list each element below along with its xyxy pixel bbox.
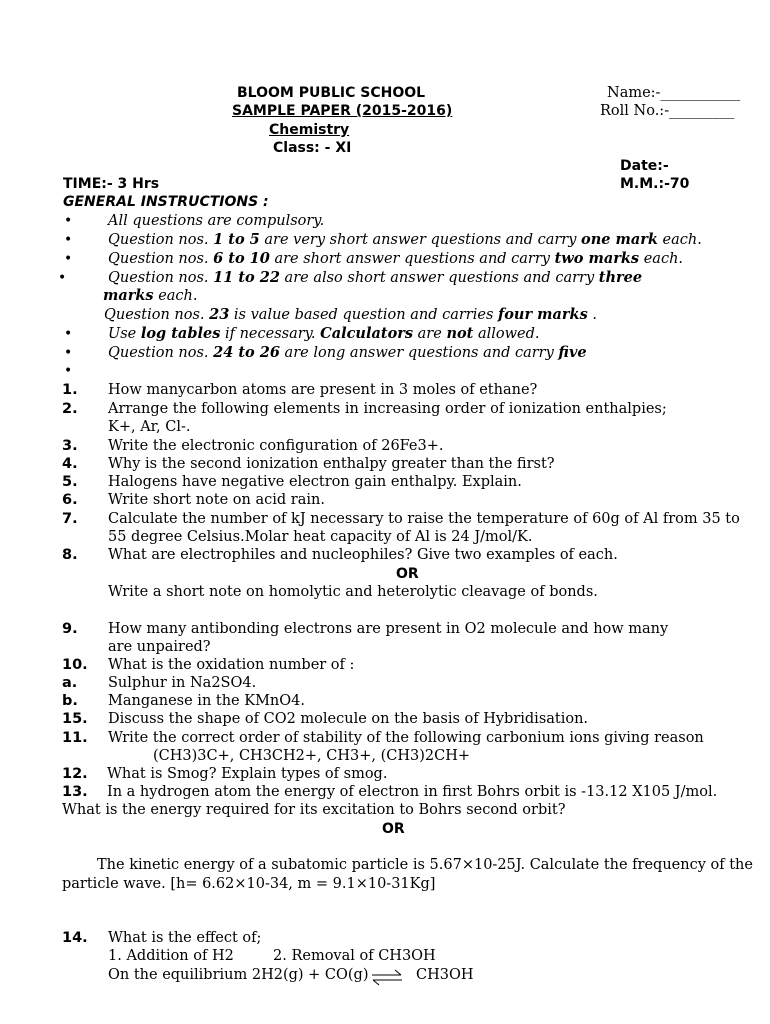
name-field: Name:-___________ [607,85,741,101]
time-label: TIME:- 3 Hrs [63,176,160,192]
instruction-4-cont: marks each. [103,287,198,304]
question-7: Calculate the number of kJ necessary to raise the temperature of 60g of Al from 35 to [108,511,740,527]
max-marks-label: M.M.:-70 [620,176,690,192]
instruction-1: All questions are compulsory. [108,213,325,229]
question-14-product: CH3OH [416,967,474,983]
question-number: b. [62,693,78,709]
question-11: Write the correct order of stability of the following carbonium ions giving reason [108,730,704,746]
question-13-alt: The kinetic energy of a subatomic particle is 5.67×10-25J. Calculate the frequency of the [97,857,753,873]
question-number: 13. [62,784,88,800]
instruction-2: Question nos. 1 to 5 are very short answer questions and carry one mark each. [108,231,702,248]
question-8: What are electrophiles and nucleophiles? Give two examples of each. [108,547,618,563]
question-14-part1: 1. Addition of H2 [108,948,234,964]
question-number: 11. [62,730,88,746]
question-7-cont: 55 degree Celsius.Molar heat capacity of Al is 24 J/mol/K. [108,529,533,545]
question-2-ions: K+, Ar, Cl-. [108,419,191,435]
question-4: Why is the second ionization enthalpy greater than the first? [108,456,555,472]
question-9: How many antibonding electrons are present in O2 molecule and how many [108,621,669,637]
question-13-alt-cont: particle wave. [h= 6.62×10-34, m = 9.1×10-31Kg] [62,876,436,892]
roll-field: Roll No.:-_________ [600,103,735,119]
question-13: In a hydrogen atom the energy of electron in first Bohrs orbit is -13.12 X105 J/mol. [107,784,718,800]
bullet-icon: • [64,363,73,379]
question-number: 12. [62,766,88,782]
question-number: 4. [62,456,78,472]
question-number: 7. [62,511,78,527]
question-number: 2. [62,401,78,417]
question-11-ions: (CH3)3C+, CH3CH2+, CH3+, (CH3)2CH+ [153,748,470,764]
question-15: Discuss the shape of CO2 molecule on the basis of Hybridisation. [108,711,589,727]
question-number: 1. [62,382,78,398]
instruction-3: Question nos. 6 to 10 are short answer questions and carry two marks each. [108,250,684,267]
subject-title: Chemistry [269,122,350,138]
question-number: a. [62,675,78,691]
bullet-icon: • [58,270,67,286]
bullet-icon: • [64,213,73,229]
class-label: Class: - XI [273,140,352,156]
question-8-alt: Write a short note on homolytic and heterolytic cleavage of bonds. [108,584,598,600]
question-number: 14. [62,930,88,946]
question-2: Arrange the following elements in increasing order of ionization enthalpies; [108,401,667,417]
bullet-icon: • [64,251,73,267]
question-14-part2: 2. Removal of CH3OH [273,948,436,964]
question-6: Write short note on acid rain. [108,492,325,508]
question-number: 10. [62,657,88,673]
question-number: 3. [62,438,78,454]
question-10a: Sulphur in Na2SO4. [108,675,257,691]
instruction-6: Use log tables if necessary. Calculators are not allowed. [108,325,540,342]
question-number: 5. [62,474,78,490]
bullet-icon: • [64,232,73,248]
question-9-cont: are unpaired? [108,639,211,655]
question-5: Halogens have negative electron gain enthalpy. Explain. [108,474,522,490]
equilibrium-arrow-icon [370,968,404,988]
question-10b: Manganese in the KMnO4. [108,693,305,709]
question-number: 8. [62,547,78,563]
instruction-7: Question nos. 24 to 26 are long answer questions and carry five [108,344,587,361]
date-field: Date:- [620,158,669,174]
or-divider: OR [396,566,419,582]
question-number: 6. [62,492,78,508]
question-3: Write the electronic configuration of 26Fe3+. [108,438,444,454]
question-number: 9. [62,621,78,637]
bullet-icon: • [64,345,73,361]
bullet-icon: • [64,326,73,342]
question-14: What is the effect of; [108,930,262,946]
or-divider: OR [382,821,405,837]
question-14-equation: On the equilibrium 2H2(g) + CO(g) [108,967,369,983]
paper-title: SAMPLE PAPER (2015-2016) [232,103,453,119]
school-name: BLOOM PUBLIC SCHOOL [237,85,426,101]
question-12: What is Smog? Explain types of smog. [107,766,388,782]
instructions-heading: GENERAL INSTRUCTIONS : [63,194,269,210]
question-1: How manycarbon atoms are present in 3 moles of ethane? [108,382,538,398]
instruction-5: Question nos. 23 is value based question and carries four marks . [104,306,597,323]
instruction-4: Question nos. 11 to 22 are also short answer questions and carry three [108,269,643,286]
question-10: What is the oxidation number of : [108,657,355,673]
question-13-cont: What is the energy required for its excitation to Bohrs second orbit? [62,802,566,818]
question-number: 15. [62,711,88,727]
